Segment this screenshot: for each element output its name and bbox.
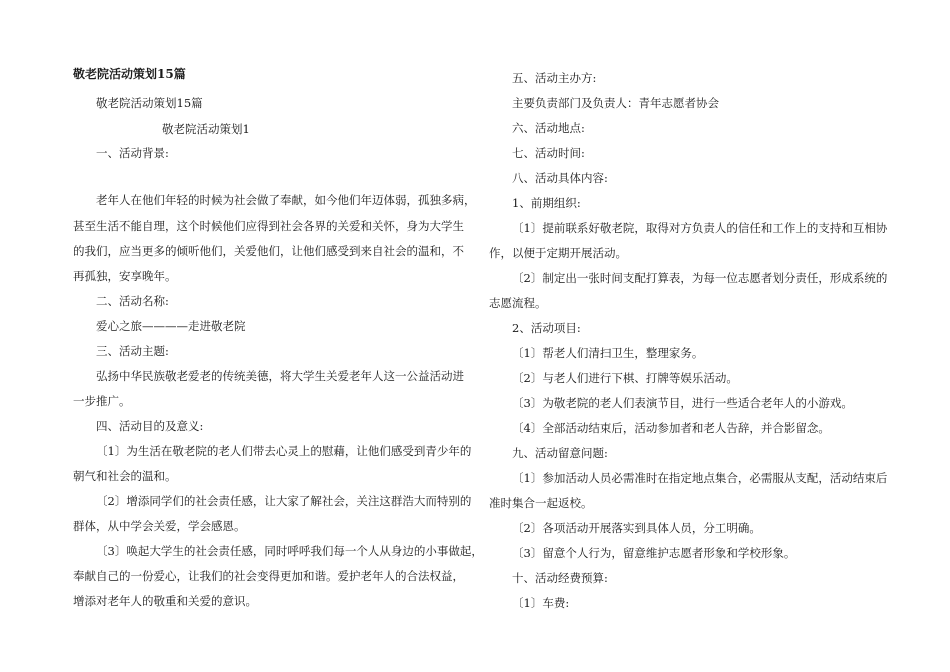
paragraph-line: 准时集合一起返校。	[489, 496, 593, 510]
section-heading: 敬老院活动策划1	[162, 122, 250, 136]
paragraph-line: 再孤独，安享晚年。	[73, 269, 177, 283]
paragraph-line: 作，以便于定期开展活动。	[489, 246, 627, 260]
paragraph-line: 〔4〕全部活动结束后，活动参加者和老人告辞，并合影留念。	[512, 421, 830, 435]
paragraph-line: 〔2〕各项活动开展落实到具体人员，分工明确。	[512, 521, 761, 535]
paragraph-line: 的我们，应当更多的倾听他们，关爱他们，让他们感受到来自社会的温和，不	[73, 244, 464, 258]
paragraph-line: 奉献自己的一份爱心，让我们的社会变得更加和谐。爱护老年人的合法权益，	[73, 569, 464, 583]
document-title: 敬老院活动策划15篇	[73, 67, 186, 81]
paragraph-line: 志愿流程。	[489, 296, 547, 310]
paragraph-line: 〔2〕增添同学们的社会责任感，让大家了解社会，关注这群浩大而特别的	[96, 494, 472, 508]
heading-notes: 九、活动留意问题:	[512, 446, 608, 460]
paragraph-line: 〔1〕为生活在敬老院的老人们带去心灵上的慰藉，让他们感受到青少年的	[96, 444, 472, 458]
heading-name: 二、活动名称:	[96, 294, 169, 308]
paragraph-line: 〔2〕与老人们进行下棋、打牌等娱乐活动。	[512, 371, 738, 385]
paragraph-line: 〔1〕提前联系好敬老院，取得对方负责人的信任和工作上的支持和互相协	[512, 221, 888, 235]
heading-purpose: 四、活动目的及意义:	[96, 419, 204, 433]
paragraph-line: 〔1〕车费:	[512, 596, 570, 610]
paragraph-line: 1、前期组织:	[512, 196, 581, 210]
paragraph-line: 弘扬中华民族敬老爱老的传统美德，将大学生关爱老年人这一公益活动进	[96, 369, 464, 383]
paragraph-line: 主要负责部门及负责人：青年志愿者协会	[512, 96, 719, 110]
paragraph-line: 〔3〕为敬老院的老人们表演节目，进行一些适合老年人的小游戏。	[512, 396, 853, 410]
paragraph-line: 〔1〕帮老人们清扫卫生，整理家务。	[512, 346, 704, 360]
paragraph-line: 老年人在他们年轻的时候为社会做了奉献，如今他们年迈体弱，孤独多病，	[96, 193, 476, 207]
paragraph-line: 甚至生活不能自理，这个时候他们应得到社会各界的关爱和关怀，身为大学生	[73, 219, 464, 233]
heading-organizer: 五、活动主办方:	[512, 71, 597, 85]
heading-background: 一、活动背景:	[96, 146, 169, 160]
heading-budget: 十、活动经费预算:	[512, 571, 608, 585]
paragraph-line: 爱心之旅————走进敬老院	[96, 319, 246, 333]
paragraph-line: 〔3〕唤起大学生的社会责任感，同时呼呼我们每一个人从身边的小事做起，	[96, 544, 483, 558]
heading-content: 八、活动具体内容:	[512, 171, 608, 185]
paragraph-line: 群体，从中学会关爱，学会感恩。	[73, 519, 246, 533]
heading-time: 七、活动时间:	[512, 146, 585, 160]
paragraph-line: 〔1〕参加活动人员必需准时在指定地点集合，必需服从支配，活动结束后	[512, 471, 888, 485]
paragraph-line: 2、活动项目:	[512, 321, 581, 335]
paragraph-line: 一步推广。	[73, 394, 131, 408]
paragraph-line: 朝气和社会的温和。	[73, 469, 177, 483]
heading-theme: 三、活动主题:	[96, 344, 169, 358]
paragraph-line: 增添对老年人的敬重和关爱的意识。	[73, 594, 257, 608]
heading-location: 六、活动地点:	[512, 121, 585, 135]
paragraph-line: 〔3〕留意个人行为，留意维护志愿者形象和学校形象。	[512, 546, 796, 560]
paragraph-line: 〔2〕制定出一张时间支配打算表，为每一位志愿者划分责任，形成系统的	[512, 271, 888, 285]
subtitle: 敬老院活动策划15篇	[96, 96, 203, 110]
